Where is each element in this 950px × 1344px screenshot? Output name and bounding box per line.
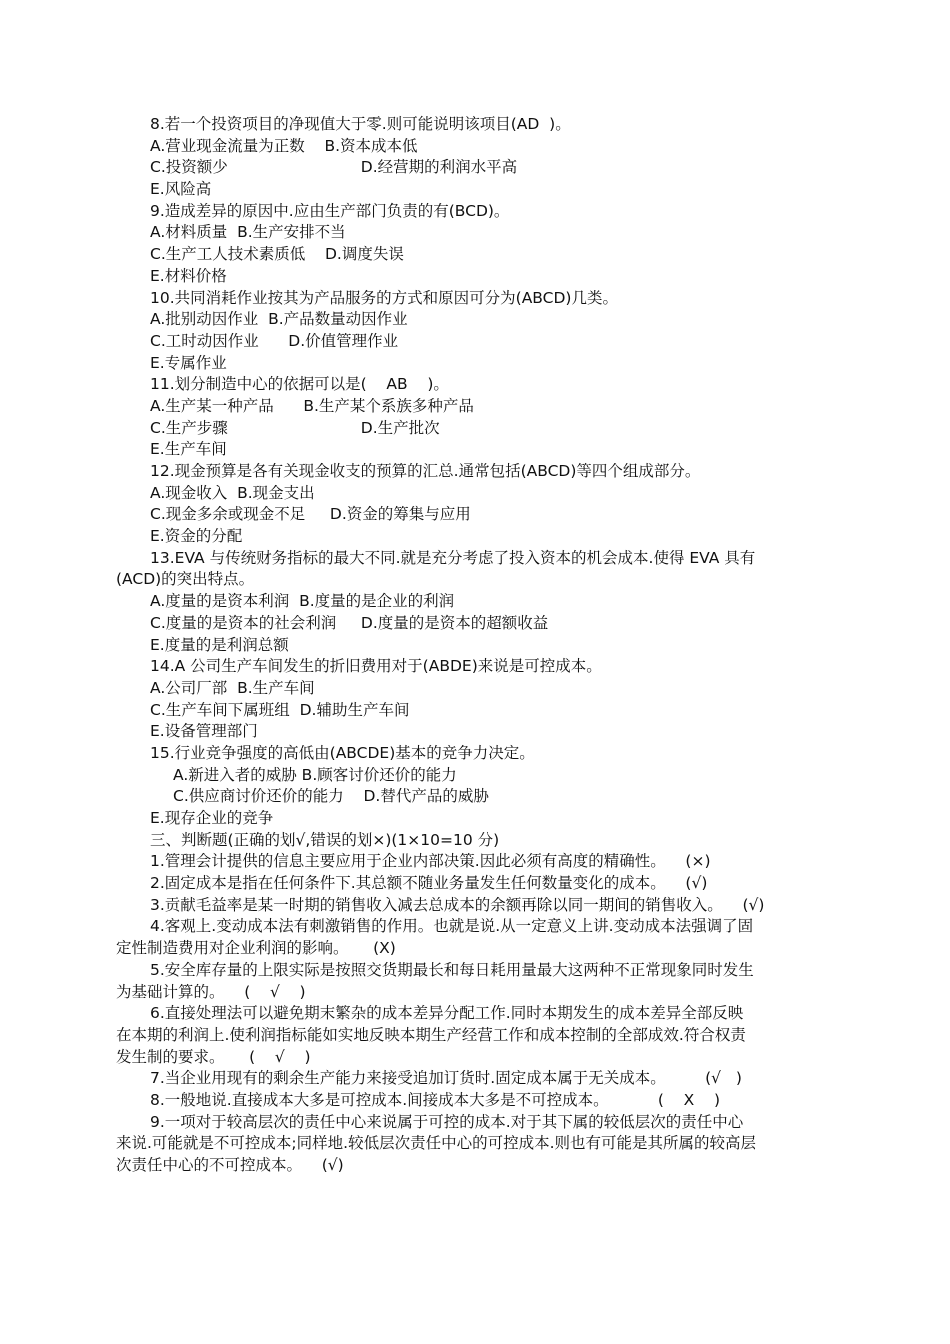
option-line: A.批别动因作业 B.产品数量动因作业 bbox=[150, 310, 408, 329]
judgment-line: 三、判断题(正确的划√,错误的划×)(1×10=10 分) bbox=[150, 830, 500, 849]
continuation-line: 来说.可能就是不可控成本;同样地.较低层次责任中心的可控成本.则也有可能是其所属的较高层 bbox=[116, 1134, 757, 1153]
option-line: E.度量的是利润总额 bbox=[150, 635, 289, 654]
continuation-line: 在本期的利润上.使利润指标能如实地反映本期生产经营工作和成本控制的全部成效.符合权责 bbox=[116, 1025, 746, 1044]
continuation-line: (ACD)的突出特点。 bbox=[116, 570, 255, 589]
judgment-line: 9.一项对于较高层次的责任中心来说属于可控的成本.对于其下属的较低层次的责任中心 bbox=[150, 1112, 744, 1131]
judgment-line: 6.直接处理法可以避免期末繁杂的成本差异分配工作.同时本期发生的成本差异全部反映 bbox=[150, 1004, 744, 1023]
continuation-line: 定性制造费用对企业利润的影响。 (X) bbox=[116, 939, 396, 958]
continuation-line: 次责任中心的不可控成本。 (√) bbox=[116, 1156, 344, 1174]
document-body bbox=[116, 114, 840, 1177]
judgment-line: 1.管理会计提供的信息主要应用于企业内部决策.因此必须有高度的精确性。 (×) bbox=[150, 852, 711, 871]
judgment-line: 7.当企业用现有的剩余生产能力来接受追加订货时.固定成本属于无关成本。 (√ ) bbox=[150, 1069, 742, 1088]
question-line: 10.共同消耗作业按其为产品服务的方式和原因可分为(ABCD)几类。 bbox=[150, 288, 618, 307]
continuation-line: 为基础计算的。 ( √ ) bbox=[116, 982, 306, 1001]
judgment-line: 4.客观上.变动成本法有刺激销售的作用。也就是说.从一定意义上讲.变动成本法强调了固 bbox=[150, 917, 754, 936]
question-line: 12.现金预算是各有关现金收支的预算的汇总.通常包括(ABCD)等四个组成部分。 bbox=[150, 462, 701, 480]
option-line: C.工时动因作业 D.价值管理作业 bbox=[150, 331, 399, 350]
option-line: C.供应商讨价还价的能力 D.替代产品的威胁 bbox=[173, 787, 489, 806]
option-line: E.资金的分配 bbox=[150, 527, 243, 546]
option-line: A.度量的是资本利润 B.度量的是企业的利润 bbox=[150, 592, 455, 611]
option-line: C.度量的是资本的社会利润 D.度量的是资本的超额收益 bbox=[150, 613, 549, 632]
option-line: E.风险高 bbox=[150, 180, 212, 199]
judgment-line: 5.安全库存量的上限实际是按照交货期最长和每日耗用量最大这两种不正常现象同时发生 bbox=[150, 960, 754, 979]
question-line: 9.造成差异的原因中.应由生产部门负责的有(BCD)。 bbox=[150, 201, 510, 220]
option-line: C.生产工人技术素质低 D.调度失误 bbox=[150, 245, 404, 264]
option-line: A.公司厂部 B.生产车间 bbox=[150, 678, 315, 697]
option-line: C.生产步骤 D.生产批次 bbox=[150, 418, 440, 437]
question-line: 14.A 公司生产车间发生的折旧费用对于(ABDE)来说是可控成本。 bbox=[150, 657, 602, 676]
option-line: E.现存企业的竞争 bbox=[150, 809, 274, 827]
question-line: 11.划分制造中心的依据可以是( AB )。 bbox=[150, 375, 449, 394]
question-line: 15.行业竞争强度的高低由(ABCDE)基本的竞争力决定。 bbox=[150, 743, 535, 762]
option-line: A.营业现金流量为正数 B.资本成本低 bbox=[150, 136, 418, 155]
option-line: A.新进入者的威胁 B.顾客讨价还价的能力 bbox=[173, 765, 457, 784]
question-line: 8.若一个投资项目的净现值大于零.则可能说明该项目(AD )。 bbox=[150, 115, 571, 133]
option-line: A.材料质量 B.生产安排不当 bbox=[150, 223, 346, 242]
question-line: 13.EVA 与传统财务指标的最大不同.就是充分考虑了投入资本的机会成本.使得 EVA 具有 bbox=[150, 548, 756, 567]
option-line: E.设备管理部门 bbox=[150, 722, 258, 741]
option-line: E.生产车间 bbox=[150, 440, 227, 459]
option-line: C.现金多余或现金不足 D.资金的筹集与应用 bbox=[150, 505, 471, 524]
option-line: E.材料价格 bbox=[150, 266, 227, 285]
judgment-line: 2.固定成本是指在任何条件下.其总额不随业务量发生任何数量变化的成本。 (√) bbox=[150, 874, 708, 893]
judgment-line: 3.贡献毛益率是某一时期的销售收入减去总成本的余额再除以同一期间的销售收入。 (√) bbox=[150, 895, 765, 914]
option-line: C.投资额少 D.经营期的利润水平高 bbox=[150, 158, 518, 177]
option-line: A.生产某一种产品 B.生产某个系族多种产品 bbox=[150, 396, 474, 415]
option-line: E.专属作业 bbox=[150, 353, 227, 372]
judgment-line: 8.一般地说.直接成本大多是可控成本.间接成本大多是不可控成本。 ( X ) bbox=[150, 1090, 721, 1109]
option-line: A.现金收入 B.现金支出 bbox=[150, 483, 315, 502]
continuation-line: 发生制的要求。 ( √ ) bbox=[116, 1047, 311, 1066]
option-line: C.生产车间下属班组 D.辅助生产车间 bbox=[150, 700, 410, 719]
